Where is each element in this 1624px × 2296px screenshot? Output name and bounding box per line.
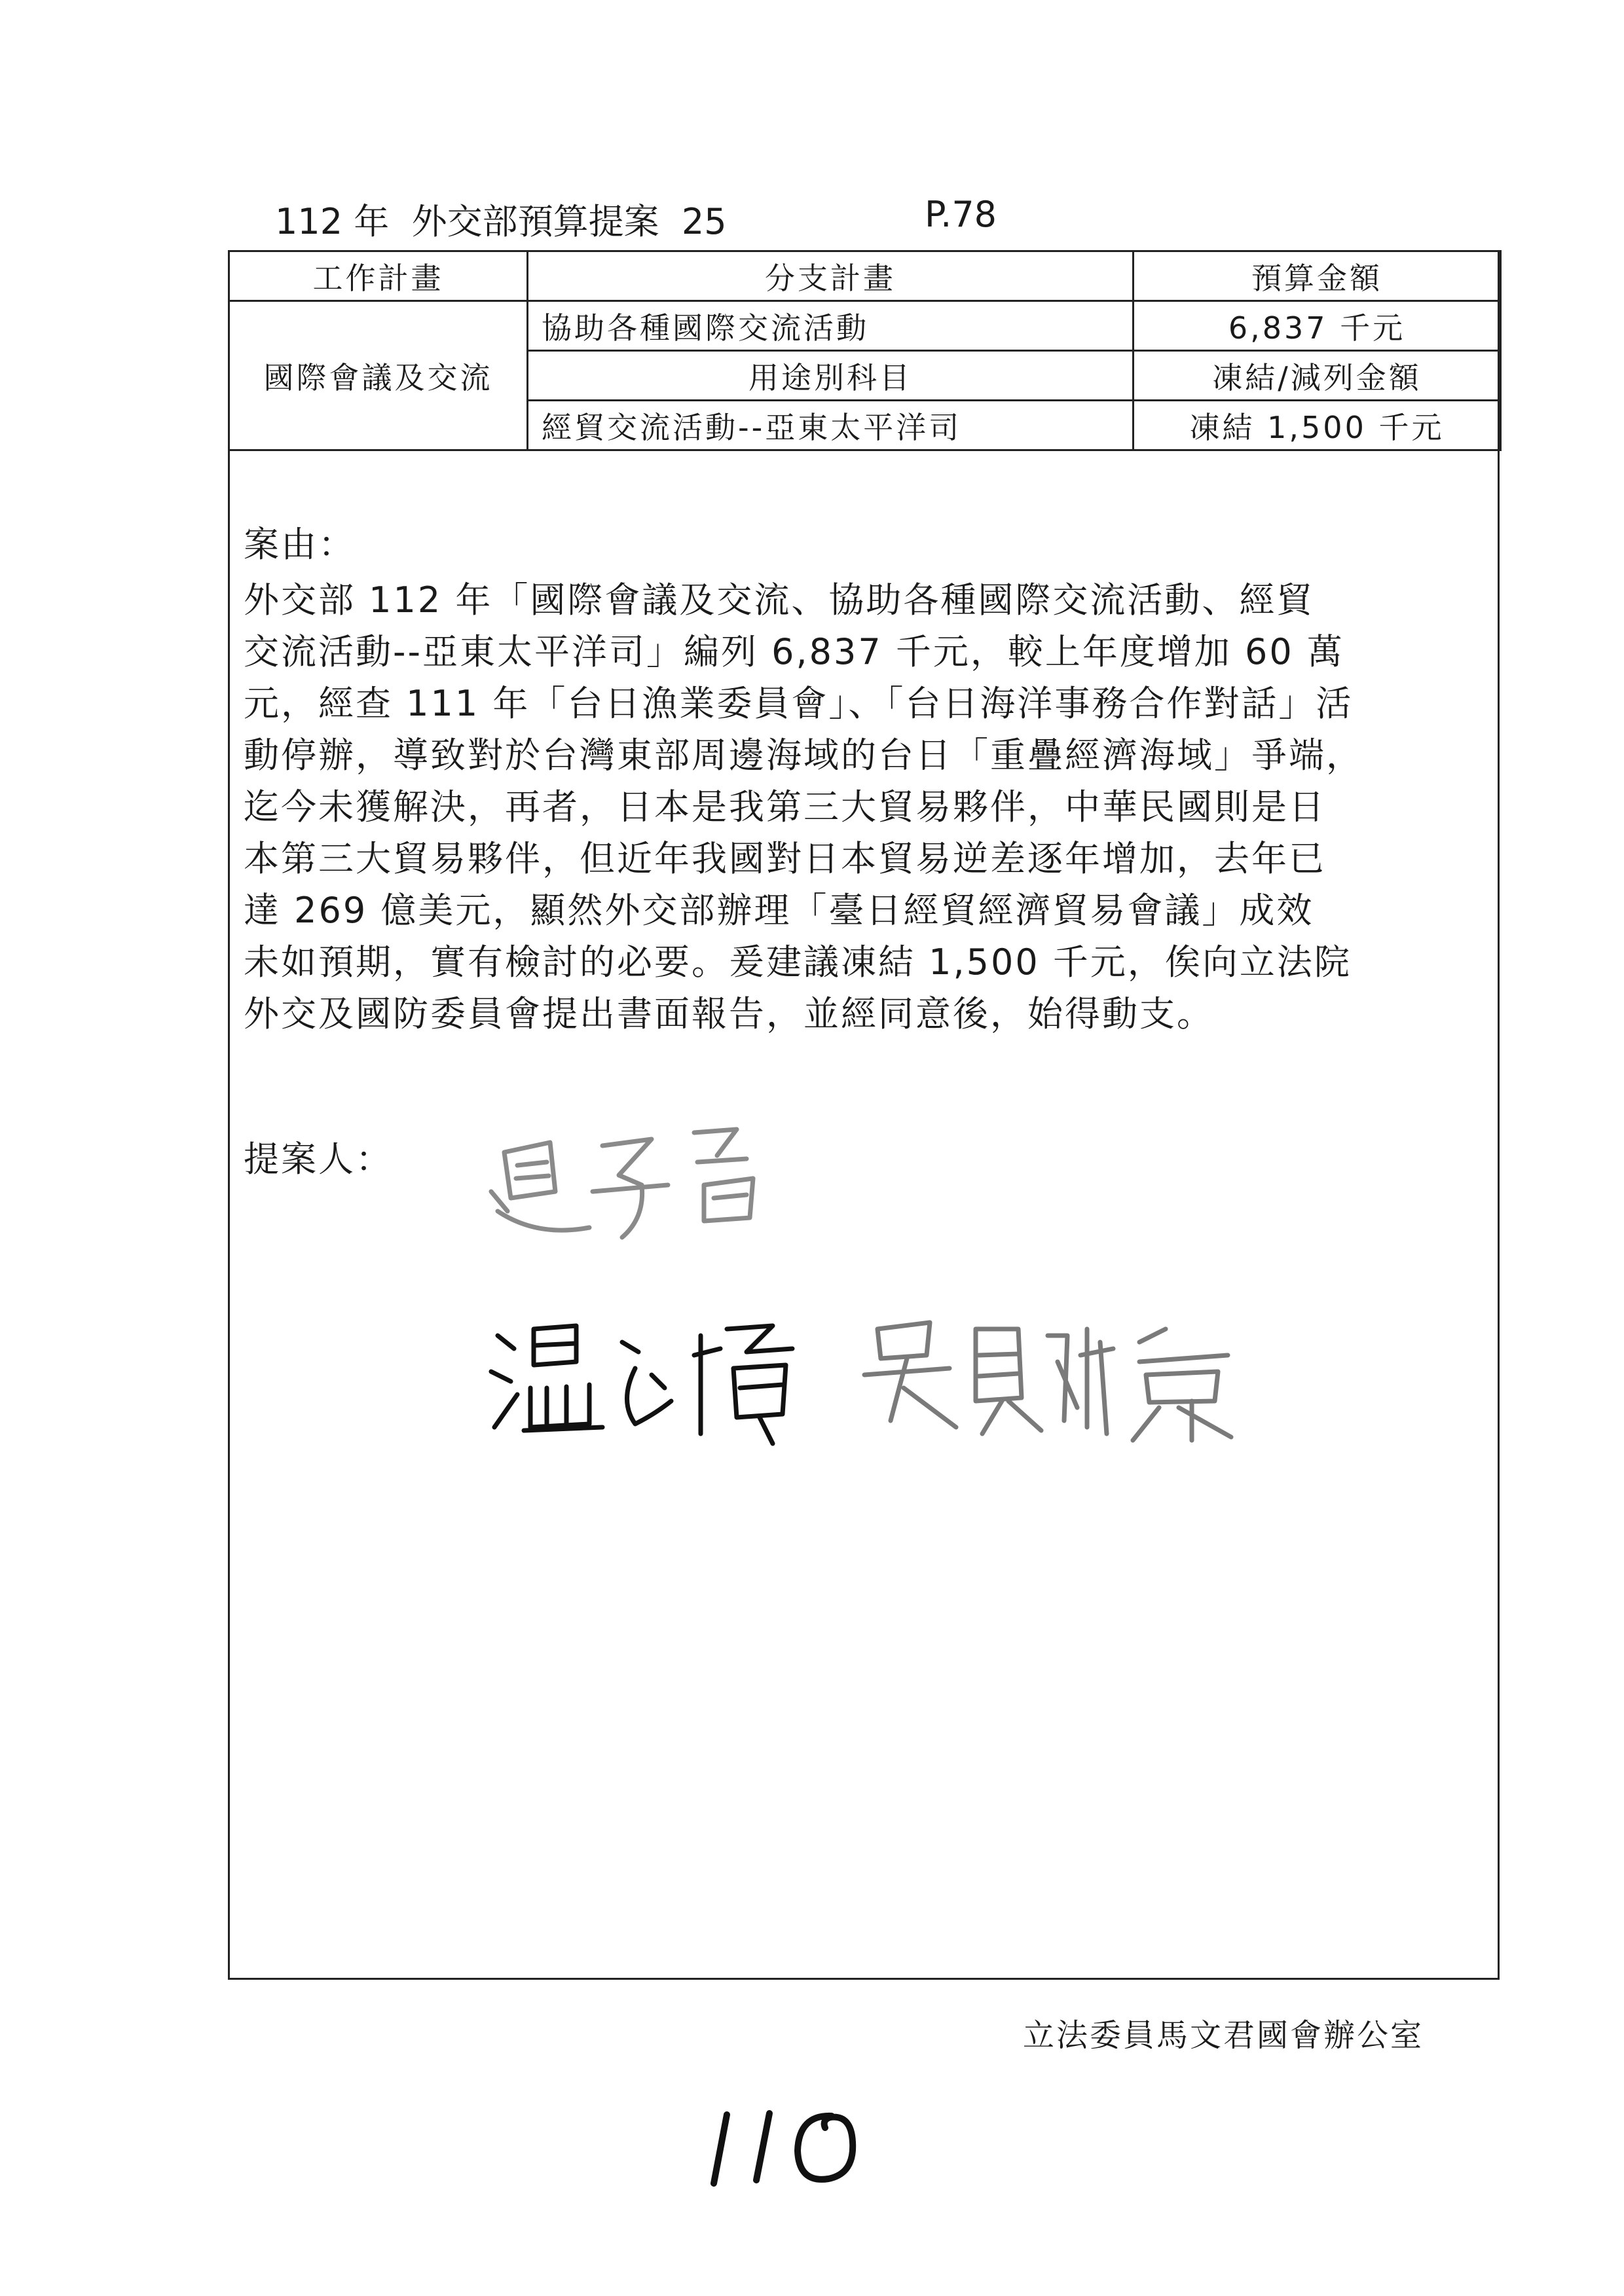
reason-line: 未如預期，實有檢討的必要。爰建議凍結 1,500 千元，俟向立法院 — [244, 941, 1352, 983]
office-footer: 立法委員馬文君國會辦公室 — [1023, 2017, 1424, 2054]
work-plan-cell: 國際會議及交流 — [229, 301, 528, 450]
freeze-amount-cell: 凍結 1,500 千元 — [1134, 401, 1501, 450]
freeze-label-cell: 凍結/減列金額 — [1134, 351, 1501, 401]
header-budget: 預算金額 — [1134, 251, 1501, 301]
reason-line: 動停辦，導致對於台灣東部周邊海域的台日「重疊經濟海域」爭端， — [244, 735, 1363, 776]
signature-1 — [478, 1113, 786, 1264]
header-work-plan: 工作計畫 — [229, 251, 528, 301]
use-category-label-cell: 用途別科目 — [528, 351, 1134, 401]
table-row — [229, 301, 1501, 351]
reason-line: 元，經查 111 年「台日漁業委員會」、「台日海洋事務合作對話」活 — [244, 683, 1354, 724]
document-frame — [228, 250, 1500, 1980]
handwritten-page-number — [701, 2102, 871, 2196]
signature-2 — [485, 1303, 825, 1453]
page-reference: P.78 — [925, 194, 997, 235]
signature-3 — [851, 1303, 1257, 1453]
sub-plan-cell: 協助各種國際交流活動 — [528, 301, 1134, 351]
reason-line: 迄今未獲解決，再者，日本是我第三大貿易夥伴，中華民國則是日 — [244, 786, 1326, 828]
budget-table — [228, 250, 1502, 451]
table-header-row — [229, 251, 1501, 301]
reason-line: 交流活動--亞東太平洋司」編列 6,837 千元，較上年度增加 60 萬 — [244, 631, 1344, 672]
budget-amount-cell: 6,837 千元 — [1134, 301, 1501, 351]
reason-label: 案由： — [244, 524, 356, 565]
reason-line: 外交及國防委員會提出書面報告，並經同意後，始得動支。 — [244, 993, 1214, 1034]
reason-line: 本第三大貿易夥伴，但近年我國對日本貿易逆差逐年增加，去年已 — [244, 838, 1326, 879]
proposer-label: 提案人： — [244, 1139, 393, 1180]
use-category-cell: 經貿交流活動--亞東太平洋司 — [528, 401, 1134, 450]
reason-section — [244, 519, 1488, 1040]
reason-line: 外交部 112 年「國際會議及交流、協助各種國際交流活動、經貿 — [244, 579, 1314, 621]
reason-line: 達 269 億美元，顯然外交部辦理「臺日經貿經濟貿易會議」成效 — [244, 890, 1314, 931]
proposal-title: 112 年 外交部預算提案 25 — [275, 201, 727, 242]
header-sub-plan: 分支計畫 — [528, 251, 1134, 301]
